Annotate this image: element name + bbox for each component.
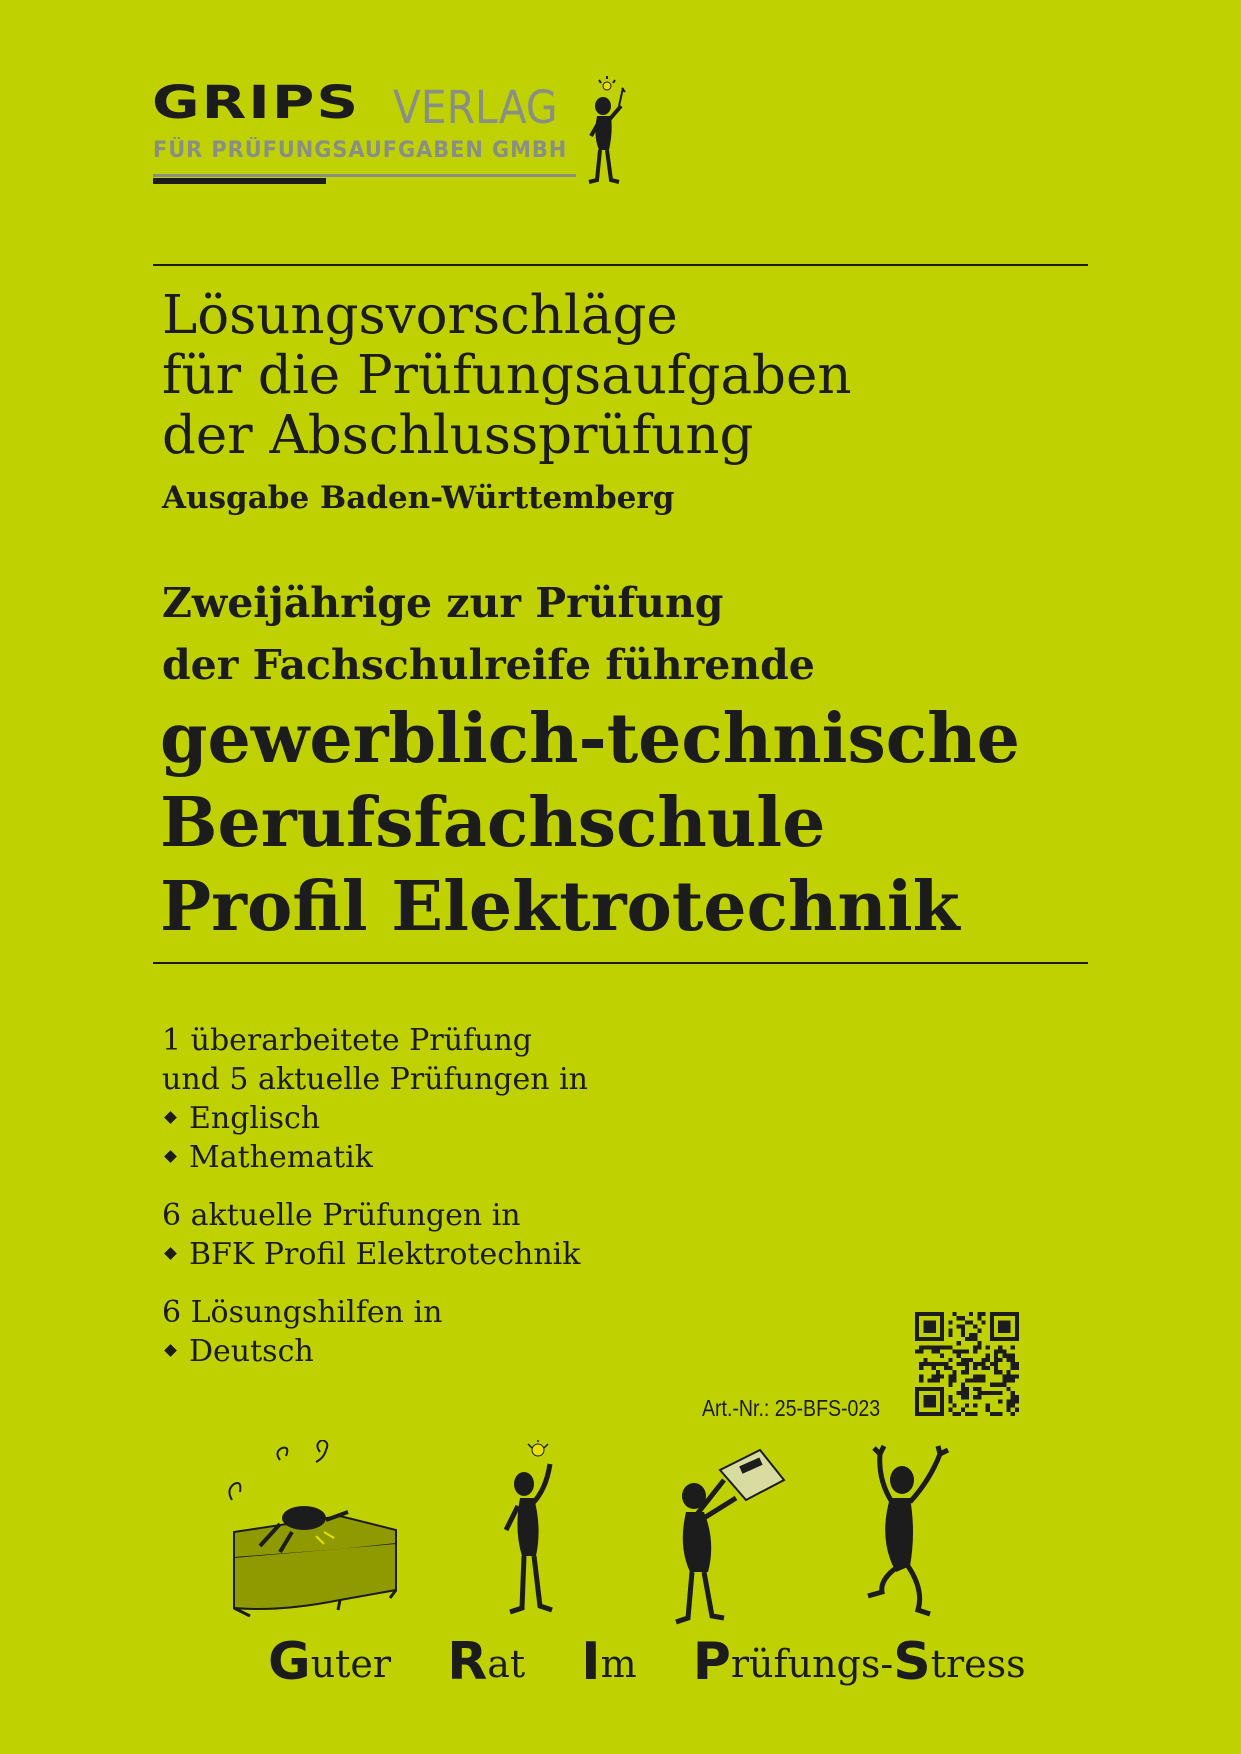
reading-figure-icon xyxy=(676,1450,784,1622)
idea-figure-icon xyxy=(506,1440,552,1612)
group1-intro-2: und 5 aktuelle Prüfungen in xyxy=(162,1062,589,1097)
logo-grips: GRIPS xyxy=(152,76,361,130)
list-item: Deutsch xyxy=(162,1332,442,1371)
slogan xyxy=(268,1632,1026,1692)
top-rule xyxy=(153,264,1088,266)
title-line-2: für die Prüfungsaufgaben xyxy=(162,345,852,406)
qr-code-icon xyxy=(915,1312,1019,1416)
list-item: Mathematik xyxy=(162,1138,588,1177)
jumping-figure-icon xyxy=(868,1446,948,1614)
main-title xyxy=(160,697,1020,949)
contents-group-3 xyxy=(162,1293,442,1371)
title-line-1: Lösungsvorschläge xyxy=(162,285,678,346)
logo-subtitle: FÜR PRÜFUNGSAUFGABEN GMBH xyxy=(153,138,568,163)
main-title-line-2: Berufsfachschule xyxy=(160,783,826,863)
title-block xyxy=(162,286,851,466)
slogan-word-1: Guter xyxy=(268,1632,392,1692)
group2-intro: 6 aktuelle Prüfungen in xyxy=(162,1198,521,1233)
group3-intro: 6 Lösungshilfen in xyxy=(162,1295,443,1330)
logo-verlag: VERLAG xyxy=(393,81,558,135)
bullet-diamond-icon xyxy=(164,1247,177,1260)
logo-figure-icon xyxy=(585,76,635,188)
logo-underline-accent xyxy=(153,178,326,184)
middle-rule xyxy=(153,962,1088,964)
bullet-diamond-icon xyxy=(164,1150,177,1163)
list-item: BFK Profil Elektrotechnik xyxy=(162,1235,580,1274)
article-number: Art.-Nr.: 25-BFS-023 xyxy=(702,1395,881,1421)
subtitle xyxy=(162,572,815,696)
group1-intro-1: 1 überarbeitete Prüfung xyxy=(162,1023,532,1058)
slogan-word-2: Rat xyxy=(447,1632,526,1692)
bullet-diamond-icon xyxy=(164,1111,177,1124)
main-title-line-3: Profil Elektrotechnik xyxy=(160,867,960,947)
contents-group-2 xyxy=(162,1196,580,1274)
slogan-word-4: Prüfungs- xyxy=(692,1632,894,1692)
slogan-word-5: Stress xyxy=(893,1632,1026,1692)
subtitle-line-1: Zweijährige zur Prüfung xyxy=(162,579,724,627)
slogan-word-3: Im xyxy=(581,1632,637,1692)
logo-underline xyxy=(153,174,576,177)
title-line-3: der Abschlussprüfung xyxy=(162,405,754,466)
contents-group-1 xyxy=(162,1021,588,1177)
stressed-figure-icon xyxy=(229,1440,396,1616)
bullet-diamond-icon xyxy=(164,1344,177,1357)
edition: Ausgabe Baden-Württemberg xyxy=(162,480,675,516)
cartoon-strip xyxy=(220,1440,1020,1630)
main-title-line-1: gewerblich-technische xyxy=(160,699,1020,779)
list-item: Englisch xyxy=(162,1099,588,1138)
subtitle-line-2: der Fachschulreife führende xyxy=(162,641,815,689)
